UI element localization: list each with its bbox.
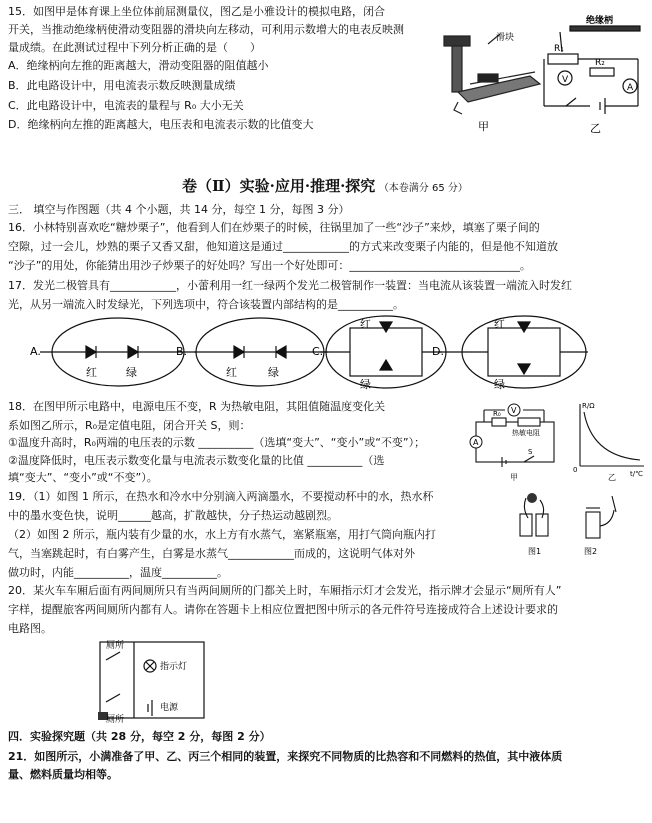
option-b-label: B. [176,345,188,358]
a-green-label: 绿 [126,366,137,379]
q15-figure [440,14,645,142]
q18-origin: 0 [573,466,578,474]
q18-thermistor-label: 热敏电阻 [512,429,540,437]
c-green-label: 绿 [360,378,371,391]
section-title: 卷（Ⅱ）实验·应用·推理·探究 [182,177,376,195]
fig1-label: 图1 [528,547,542,556]
q18-line-5: 填“变大”、“变小”或“不变”）。 [8,471,158,484]
d-green-label: 绿 [494,378,505,391]
circuit-drawing [544,26,640,114]
q17-line-2: 光，从另一端流入时发绿光，下列选项中，符合该装置内部结构的是__________。 [8,298,404,311]
fig2-label: 图2 [584,547,598,556]
q20-line-1: 20．某火车车厢后面有两间厕所只有当两间厕所的门都关上时，车厢指示灯才会发光，指示牌才会显示“厕所有人” [8,584,562,597]
figure-jia-label: 甲 [478,120,489,133]
q15-option-c: C．此电路设计中，电流表的量程与 R₀ 大小无关 [8,99,244,112]
handle-label: 绝缘柄 [586,16,614,26]
q19-line-3: （2）如图 2 所示，瓶内装有少量的水，水上方有水蒸气，塞紧瓶塞，用打气筒向瓶内打 [8,528,436,541]
option-a-label: A. [30,345,41,358]
q15-line-1: 15．如图甲是体育课上坐位体前屈测量仪，图乙是小雅设计的模拟电路，闭合 [8,5,385,18]
q18-jia-label: 甲 [510,473,518,482]
part4-heading: 四．实验探究题（共 28 分，每空 2 分，每图 2 分） [8,730,271,743]
option-c-label: C. [312,345,324,358]
b-red-label: 红 [226,366,237,379]
r1-label: R₁ [554,44,564,54]
toilet2-label: 厕所 [106,715,125,725]
option-d-label: D. [432,345,444,358]
measuring-device-drawing [444,34,540,114]
q15-line-2: 开关，当推动绝缘柄使滑动变阻器的滑块向左移动，可利用示数增大的电表反映测 [8,23,404,36]
q18-r0-label: R₀ [493,410,501,418]
figure-yi-label: 乙 [590,122,601,135]
lamp-label: 指示灯 [160,662,188,672]
c-red-label: 红 [360,318,371,331]
svg-text:V: V [511,406,517,415]
q16-line-3: “沙子”的用处，你能猜出用沙子炒栗子的好处吗？写出一个好处即可：_______________________________。 [8,259,531,272]
ammeter-label: A [627,83,634,93]
q15-line-3: 量成绩。在此测试过程中下列分析正确的是（ ） [8,41,261,54]
slider-label: 滑块 [496,33,515,43]
q18-switch-label: S [528,448,533,456]
q19-line-2: 中的墨水变色快，说明______越高，扩散越快，分子热运动越剧烈。 [8,509,338,522]
q21-line-1: 21．如图所示，小满准备了甲、乙、丙三个相同的装置，来探究不同物质的比热容和不同燃料的热值，其中液体质 [8,750,563,763]
q18-line-2: 系如图乙所示，R₀是定值电阻，闭合开关 S，则： [8,419,251,432]
q17-led-options-figure [28,308,638,398]
q19-figures [512,488,622,560]
q18-line-1: 18．在图甲所示电路中，电源电压不变，R 为热敏电阻，其阻值随温度变化关 [8,400,386,413]
q19-line-5: 做功时，内能__________，温度__________。 [8,566,228,579]
source-label: 电源 [160,703,179,713]
q20-line-2: 字样，提醒旅客两间厕所内都有人。请你在答题卡上相应位置把图中所示的各元件符号连接成符合上述设计要求的 [8,603,558,616]
q18-line-3: ①温度升高时，R₀两端的电压表的示数 __________（选填“变大”、“变小”或“不变”）； [8,436,426,449]
q18-ylabel: R/Ω [582,402,595,410]
b-green-label: 绿 [268,366,279,379]
q18-line-4: ②温度降低时，电压表示数变化量与电流表示数变化量的比值 __________（选 [8,454,385,467]
q16-line-1: 16．小林特别喜欢吃“糖炒栗子”，他看到人们在炒栗子的时候，往锅里加了一些“沙子”来炒，填塞了栗子间的 [8,221,540,234]
q19-line-1: 19．（1）如图 1 所示，在热水和冷水中分别滴入两滴墨水，不要搅动杯中的水，热水杯 [8,490,434,503]
section-title-block [182,176,468,196]
q15-option-a: A．绝缘柄向左推的距离越大，滑动变阻器的阻值越小 [8,59,269,72]
q20-figure [94,638,234,726]
svg-text:A: A [473,438,479,447]
q21-line-2: 量、燃料质量均相等。 [8,768,118,781]
q17-line-1: 17．发光二极管具有____________，小蕾利用一红一绿两个发光二极管制作一装置：当电流从该装置一端流入时发红 [8,279,572,292]
q16-line-2: 空隙，过一会儿，炒熟的栗子又香又甜，他知道这是通过____________的方式来改变栗子内能的，但是他不知道放 [8,240,558,253]
voltmeter-label: V [562,75,569,85]
q15-option-d: D．绝缘柄向左推的距离越大，电压表和电流表示数的比值变大 [8,118,314,131]
q18-yi-label: 乙 [608,473,616,482]
q18-xlabel: t/℃ [630,470,643,478]
toilet1-label: 厕所 [106,641,125,651]
a-red-label: 红 [86,366,97,379]
q19-line-4: 气，当塞跳起时，有白雾产生，白雾是水蒸气____________而成的，这说明气体对外 [8,547,415,560]
q18-figure [462,400,647,485]
part3-heading: 三． 填空与作图题（共 4 个小题，共 14 分，每空 1 分，每图 3 分） [8,203,350,216]
r2-label: R₂ [595,58,605,68]
d-red-label: 红 [494,318,505,331]
section-subtitle: （本卷满分 65 分） [378,183,468,194]
q20-line-3: 电路图。 [8,622,52,635]
q15-option-b: B．此电路设计中，用电流表示数反映测量成绩 [8,79,236,92]
